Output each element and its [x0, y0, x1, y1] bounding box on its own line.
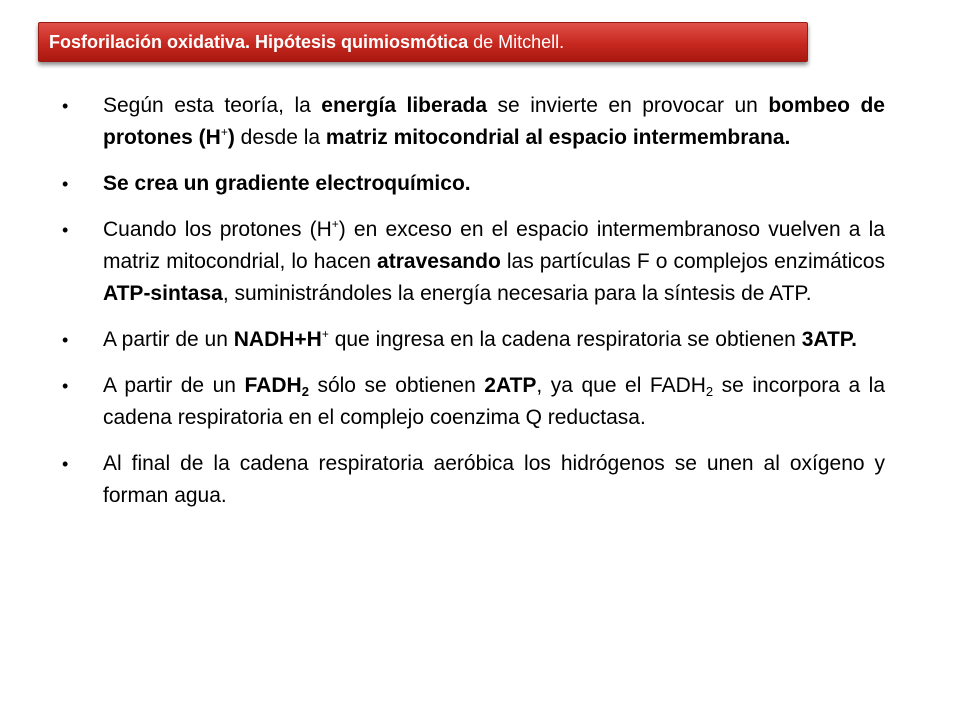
bullet-item-5 — [62, 370, 885, 434]
text: se invierte en provocar un — [487, 94, 769, 117]
superscript: + — [220, 125, 228, 139]
bold-text: 3ATP. — [801, 328, 857, 351]
bold-text: ATP-sintasa — [103, 282, 223, 305]
text: ) en exceso en el espacio intermembranoso vuelven a la matriz mitocondrial, lo hacen — [103, 218, 885, 273]
text: Al final de la cadena respiratoria aeróbica los hidrógenos se unen al oxígeno y forman agua. — [103, 452, 885, 507]
bullet-marker: • — [62, 96, 69, 116]
bullet-marker: • — [62, 330, 69, 350]
bold-text: FADH — [244, 374, 302, 397]
text: sólo se obtienen — [308, 374, 485, 397]
text: , suministrándoles la energía necesaria para la síntesis de ATP. — [222, 282, 812, 305]
bullet-item-3 — [62, 214, 885, 310]
bullet-item-1 — [62, 90, 885, 154]
bold-text: ) — [227, 126, 235, 149]
subscript: 2 — [301, 384, 309, 399]
superscript: + — [321, 327, 329, 341]
text: las partículas F o complejos enzimáticos — [500, 250, 885, 273]
bullet-list — [62, 90, 885, 526]
superscript: + — [331, 217, 339, 231]
bold-text: bombeo de protones (H — [103, 94, 885, 149]
bullet-marker: • — [62, 220, 69, 240]
bullet-marker: • — [62, 174, 69, 194]
text: Cuando los protones (H — [103, 218, 332, 241]
text: A partir de un — [103, 374, 245, 397]
bold-text: matriz mitocondrial al espacio intermembrana. — [325, 126, 791, 149]
slide-title-bold: Fosforilación oxidativa. Hipótesis quimiosmótica — [49, 32, 469, 52]
subscript: 2 — [705, 384, 714, 399]
bold-text: energía liberada — [321, 94, 488, 117]
text: desde la — [234, 126, 326, 149]
bullet-marker: • — [62, 454, 69, 474]
text: , ya que el FADH — [536, 374, 706, 397]
bold-text: atravesando — [377, 250, 501, 273]
bold-text: Se crea un gradiente electroquímico. — [103, 172, 471, 195]
bullet-marker: • — [62, 376, 69, 396]
text: Según esta teoría, la — [103, 94, 322, 117]
text: que ingresa en la cadena respiratoria se obtienen — [328, 328, 802, 351]
bold-text: 2ATP — [484, 374, 537, 397]
bold-text: NADH+H — [233, 328, 322, 351]
text: A partir de un — [103, 328, 234, 351]
bullet-item-4 — [62, 324, 885, 356]
text: se incorpora a la cadena respiratoria en el complejo coenzima Q reductasa. — [103, 374, 885, 429]
slide-title-rest: de Mitchell. — [468, 32, 565, 52]
slide-title-banner — [38, 22, 808, 62]
bullet-item-6 — [62, 448, 885, 512]
bullet-item-2 — [62, 168, 885, 200]
